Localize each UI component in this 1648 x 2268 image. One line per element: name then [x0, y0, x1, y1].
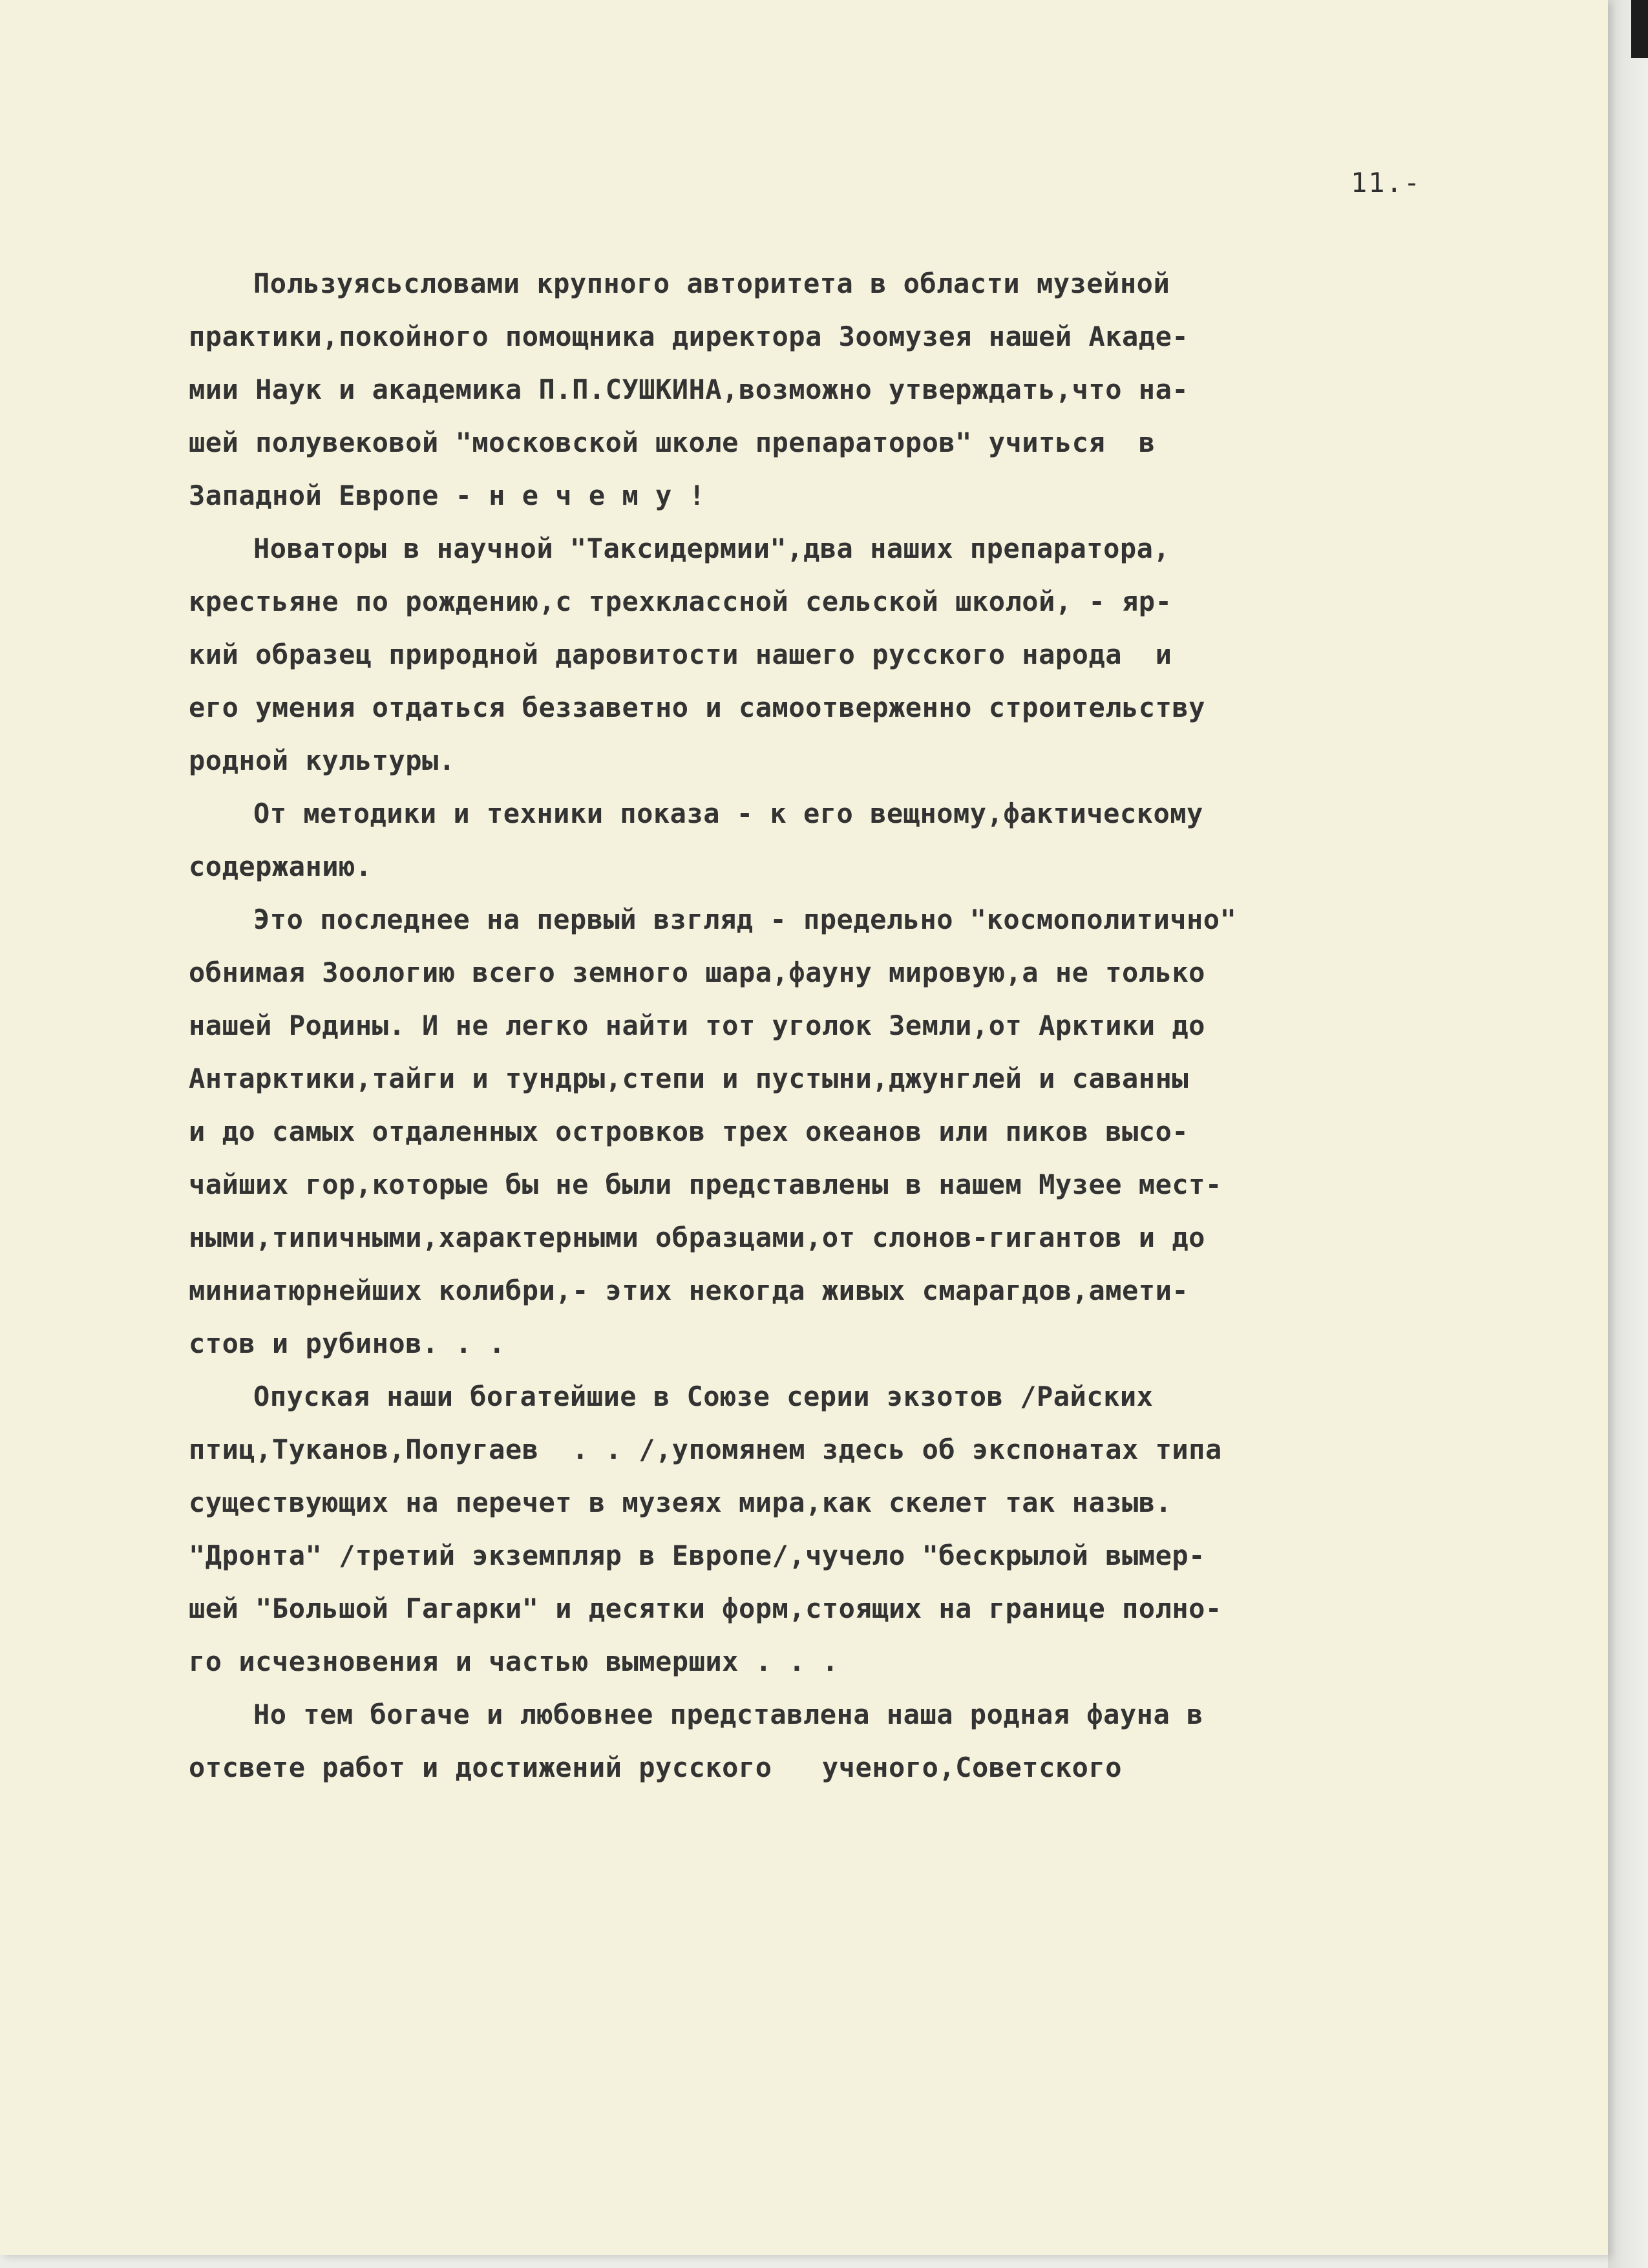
- text-line: шей полувековой "московской школе препараторов" учиться в: [189, 427, 1156, 458]
- text-line: От методики и техники показа - к его вещному,фактическому: [253, 798, 1203, 829]
- text-line: кий образец природной даровитости нашего русского народа и: [189, 639, 1172, 670]
- text-line: и до самых отдаленных островков трех океанов или пиков высо-: [189, 1116, 1189, 1147]
- text-line: отсвете работ и достижений русского ученого,Советского: [189, 1752, 1123, 1783]
- text-line: Пользуясьсловами крупного авторитета в области музейной: [253, 268, 1170, 299]
- text-line: крестьяне по рождению,с трехклассной сельской школой, - яр-: [189, 586, 1172, 617]
- text-line: Но тем богаче и любовнее представлена наша родная фауна в: [253, 1699, 1203, 1730]
- page-text: [189, 257, 1514, 1794]
- text-line: мии Наук и академика П.П.СУШКИНА,возможно утверждать,что на-: [189, 374, 1189, 405]
- scanner-margin: [1608, 0, 1648, 2268]
- text-line: птиц,Туканов,Попугаев . . /,упомянем здесь об экспонатах типа: [189, 1434, 1222, 1465]
- text-line: существующих на перечет в музеях мира,как скелет так назыв.: [189, 1487, 1172, 1518]
- text-line: Антарктики,тайги и тундры,степи и пустыни,джунглей и саванны: [189, 1063, 1189, 1094]
- text-line: родной культуры.: [189, 745, 456, 776]
- text-line: нашей Родины. И не легко найти тот уголок Земли,от Арктики до: [189, 1010, 1205, 1041]
- text-line: содержанию.: [189, 851, 372, 882]
- text-line: шей "Большой Гагарки" и десятки форм,стоящих на границе полно-: [189, 1593, 1222, 1624]
- text-line: его умения отдаться беззаветно и самоотверженно строительству: [189, 692, 1205, 723]
- text-line: ными,типичными,характерными образцами,от слонов-гигантов и до: [189, 1222, 1205, 1253]
- text-line: Это последнее на первый взгляд - предельно "космополитично": [253, 904, 1237, 935]
- text-line: го исчезновения и частью вымерших . . .: [189, 1646, 839, 1677]
- page-number: 11.-: [1351, 167, 1422, 198]
- text-line: "Дронта" /третий экземпляр в Европе/,чучело "бескрылой вымер-: [189, 1540, 1205, 1571]
- text-line: стов и рубинов. . .: [189, 1328, 505, 1359]
- text-line: чайших гор,которые бы не были представлены в нашем Музее мест-: [189, 1169, 1222, 1200]
- text-line: Опуская наши богатейшие в Союзе серии экзотов /Райских: [253, 1381, 1154, 1412]
- text-line: Новаторы в научной "Таксидермии",два наших препаратора,: [253, 533, 1170, 564]
- text-line: Западной Европе - н е ч е м у !: [189, 480, 706, 511]
- text-line: практики,покойного помощника директора Зоомузея нашей Акаде-: [189, 321, 1189, 352]
- scanner-corner-shadow: [1631, 0, 1648, 58]
- text-line: миниатюрнейших колибри,- этих некогда живых смарагдов,амети-: [189, 1275, 1189, 1306]
- text-line: обнимая Зоологию всего земного шара,фауну мировую,а не только: [189, 957, 1205, 988]
